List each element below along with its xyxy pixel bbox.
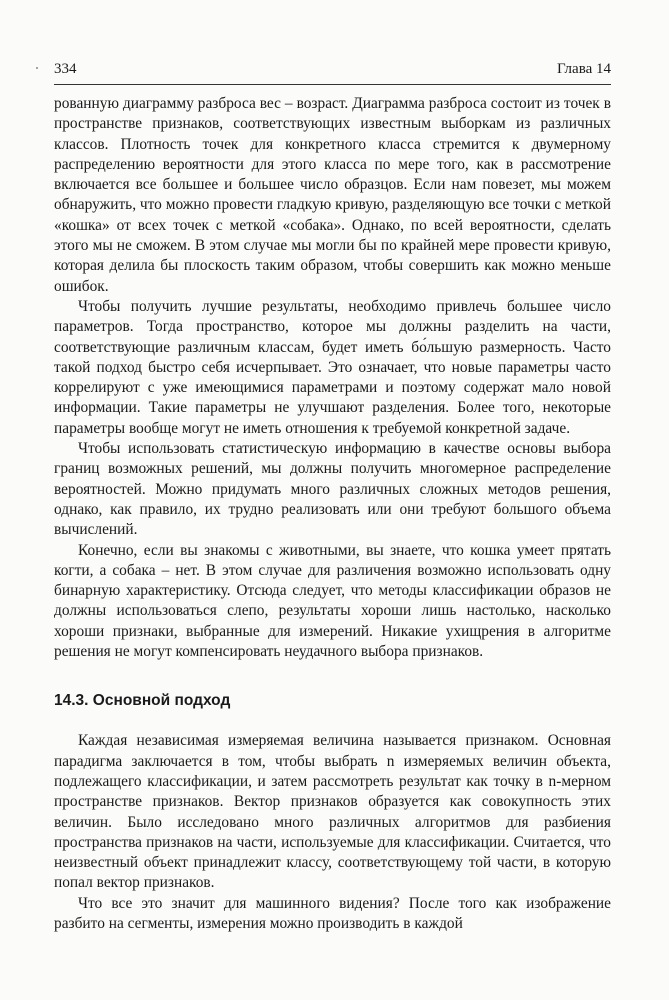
section-heading: 14.3. Основной подход (54, 692, 231, 710)
scan-speck (36, 67, 38, 69)
header-rule (54, 84, 611, 85)
chapter-title: Глава 14 (557, 61, 611, 77)
paragraph: рованную диаграмму разброса вес – возраст. Диаграмма разброса состоит из точек в пространстве признаков, соответствующих известным выборкам из различных классов. Плотность точек для конкретного класса стремится к двумерному распределению вероятности для этого класса по мере того, как в рассмотрение включается все большее и большее число образцов. Если нам повезет, мы можем обнаружить, что можно провести гладкую кривую, разделяющую все точки с меткой «кошка» от всех точек с меткой «собака». Однако, по всей вероятности, сделать этого мы не сможем. В этом случае мы могли бы по крайней мере провести кривую, которая делила бы плоскость таким образом, чтобы совершить как можно меньше ошибок. (54, 95, 611, 295)
running-header (54, 58, 611, 80)
paragraph: Каждая независимая измеряемая величина называется признаком. Основная парадигма заключается в том, чтобы выбрать n измеряемых величин объекта, подлежащего классификации, и затем рассмотреть результат как точку в n-мерном пространстве признаков. Вектор признаков образуется как совокупность этих величин. Было исследовано много различных алгоритмов для разбиения пространства признаков на части, используемые для классификации. Считается, что неизвестный объект принадлежит классу, соответствующему той части, в которую попал вектор признаков. (54, 732, 611, 892)
paragraph: Конечно, если вы знакомы с животными, вы знаете, что кошка умеет прятать когти, а собака – нет. В этом случае для различения возможно использовать одну бинарную характеристику. Отсюда следует, что методы классификации образов не должны использоваться слепо, результаты хороши лишь настолько, насколько хороши признаки, выбранные для измерений. Никакие ухищрения в алгоритме решения не могут компенсировать неудачного выбора признаков. (54, 541, 611, 661)
paragraph: Что все это значит для машинного видения? После того как изображение разбито на сегменты, измерения можно производить в каждой (54, 894, 611, 932)
paragraph: Чтобы получить лучшие результаты, необходимо привлечь большее число параметров. Тогда пространство, которое мы должны разделить на части, соответствующие различным классам, будет иметь бо́льшую размерность. Часто такой подход быстро себя исчерпывает. Это означает, что новые параметры часто коррелируют с уже имеющимися параметрами и поэтому содержат мало новой информации. Такие параметры не улучшают разделения. Более того, некоторые параметры вообще могут не иметь отношения к требуемой конкретной задаче. (54, 297, 611, 437)
body-text (54, 94, 611, 934)
page-number: 334 (54, 61, 77, 77)
paragraph: Чтобы использовать статистическую информацию в качестве основы выбора границ возможных решений, мы должны получить многомерное распределение вероятностей. Можно придумать много различных сложных методов решения, однако, как правило, их трудно реализовать или они требуют большого объема вычислений. (54, 440, 611, 539)
